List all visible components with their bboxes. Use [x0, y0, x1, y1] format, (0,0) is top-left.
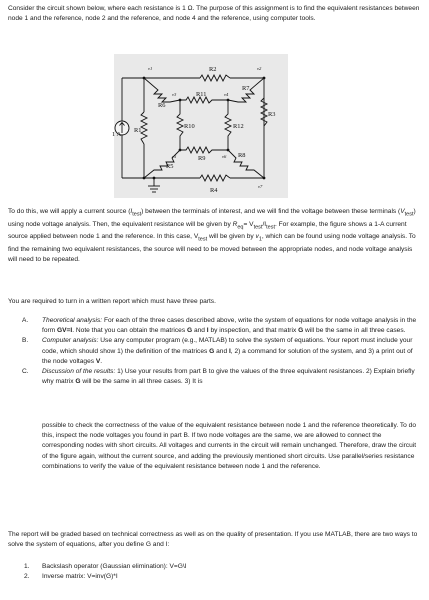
intro-paragraph: Consider the circuit shown below, where each resistance is 1 Ω. The purpose of this assignment is to find the equivalent resistances between node 1 and the reference, node 2 and the reference, and node 4 and the reference, using computer tools. — [8, 5, 420, 23]
list-item — [8, 336, 422, 367]
text: ) using node voltage analysis. Then, the equivalent resistance will be given by — [8, 208, 416, 228]
text: by inspection, and that matrix — [208, 327, 299, 335]
text: will be the same in all three cases. — [303, 327, 406, 335]
emphasis: G — [209, 347, 215, 355]
label-r8: R8 — [238, 152, 246, 159]
circuit-diagram — [114, 54, 288, 198]
math-symbol: V — [400, 208, 405, 215]
item-title: Computer analysis: — [42, 337, 99, 345]
subscript: 1 — [258, 236, 262, 243]
list-marker: 2. — [24, 573, 30, 581]
text: 1) Use your results from part B to give the values of the three equivalent resistances. 2) Explain briefly why matrix — [42, 368, 415, 386]
list-item — [8, 316, 422, 336]
label-v6: v6 — [222, 154, 227, 159]
label-r11: R11 — [196, 91, 207, 98]
subscript: test — [198, 236, 208, 243]
list-marker: C. — [22, 368, 29, 376]
emphasis: V — [95, 357, 101, 365]
text: will be the same in all three cases. 3) It is — [80, 378, 203, 386]
label-v5: v5 — [172, 154, 177, 159]
text: To do this, we will apply a current source ( — [8, 208, 131, 215]
text: , which can be found using node voltage analysis. To find the remaining two equivalent resistances, the source will need to be moved between the appropriate nodes, and node voltage analysis will need to be repeated. — [8, 233, 416, 263]
list-item — [8, 562, 422, 572]
source-label: 1 A — [112, 131, 122, 138]
subscript: test — [132, 211, 142, 218]
subscript: eq — [237, 223, 244, 230]
list-item — [8, 572, 422, 582]
label-r6: R6 — [158, 102, 166, 109]
emphasis: G — [298, 327, 304, 335]
subscript: test — [404, 211, 414, 218]
text: will be given by — [207, 233, 256, 241]
math-symbol: v — [255, 233, 259, 241]
list-marker: B. — [22, 337, 29, 345]
math-symbol: R — [232, 220, 238, 228]
matlab-methods-list — [8, 562, 422, 582]
text: For each of the three cases described above, write the system of equations for node voltage analysis in the form — [42, 317, 417, 335]
subscript: test — [266, 223, 275, 230]
text: and — [214, 347, 229, 355]
item-title: Discussion of the results: — [42, 368, 116, 376]
label-r4: R4 — [210, 187, 218, 194]
text: and — [192, 327, 207, 335]
label-r7: R7 — [242, 85, 250, 92]
discussion-continuation: possible to check the correctness of the value of the equivalent resistance between node 1 and the reference theoretically. To do this, inspect the node voltages you found in part B. If two node voltages are the same, we are allowed to connect the corresponding nodes with short circuits. All voltages and currents in the circuit will remain unchanged. Therefore, draw the circuit of the figure again, without the current source, and adding the previously mentioned short circuits. Use parallel/series resistance combinations to verify the value of the equivalent resistance between node 1 and the reference. — [42, 422, 417, 470]
item-title: Theoretical analysis: — [42, 317, 103, 324]
text: . Note that you can obtain the matrices — [72, 327, 187, 335]
emphasis: G — [75, 378, 81, 386]
subscript: test — [253, 223, 263, 230]
label-v3: v3 — [172, 92, 177, 97]
requirements-paragraph: You are required to turn in a written report which must have three parts. — [8, 298, 216, 305]
text: , 2) a command for solution of the system, and 3) a print out of the node voltages — [42, 347, 413, 365]
label-r2: R2 — [209, 66, 217, 73]
circuit-figure — [114, 54, 288, 198]
label-r1: R1 — [134, 127, 142, 134]
grading-paragraph: The report will be graded based on technical correctness as well as on the quality of presentation. If you use MATLAB, there are two ways to solve the system of equations, after you define G and I: — [8, 531, 418, 549]
text: Use any computer program (e.g., MATLAB) to solve the system of equations. Your report must include your code, which should show 1) the definition of the matrices — [42, 337, 413, 355]
method-paragraph — [8, 207, 422, 265]
text: . For example, the figure shows a 1-A current source applied between node 1 and the reference. In this case, V — [8, 220, 407, 241]
method-text: Backslash operator (Gaussian elimination): V=G\I — [42, 563, 187, 570]
text: = V — [243, 220, 254, 228]
math-symbol: I — [130, 208, 133, 215]
emphasis: GV=I — [57, 327, 73, 335]
emphasis: I — [206, 327, 209, 335]
label-v1: v1 — [148, 66, 153, 71]
emphasis: I — [228, 347, 231, 355]
label-r5: R5 — [166, 163, 174, 170]
label-r9: R9 — [198, 155, 206, 162]
report-parts-list — [8, 316, 422, 387]
list-marker: A. — [22, 317, 29, 324]
label-v7: v7 — [258, 184, 263, 189]
text: . — [100, 357, 103, 365]
list-item — [8, 367, 422, 387]
emphasis: G — [186, 327, 193, 335]
label-v2: v2 — [257, 66, 262, 71]
text: ) between the terminals of interest, and we will find the voltage between these terminals ( — [141, 208, 401, 215]
list-marker: 1. — [24, 563, 30, 570]
label-v4: v4 — [224, 92, 229, 97]
method-text: Inverse matrix: V=inv(G)*I — [42, 573, 118, 581]
text: /I — [262, 220, 267, 228]
label-r3: R3 — [268, 111, 276, 118]
label-r12: R12 — [233, 123, 244, 130]
label-r10: R10 — [184, 123, 195, 130]
